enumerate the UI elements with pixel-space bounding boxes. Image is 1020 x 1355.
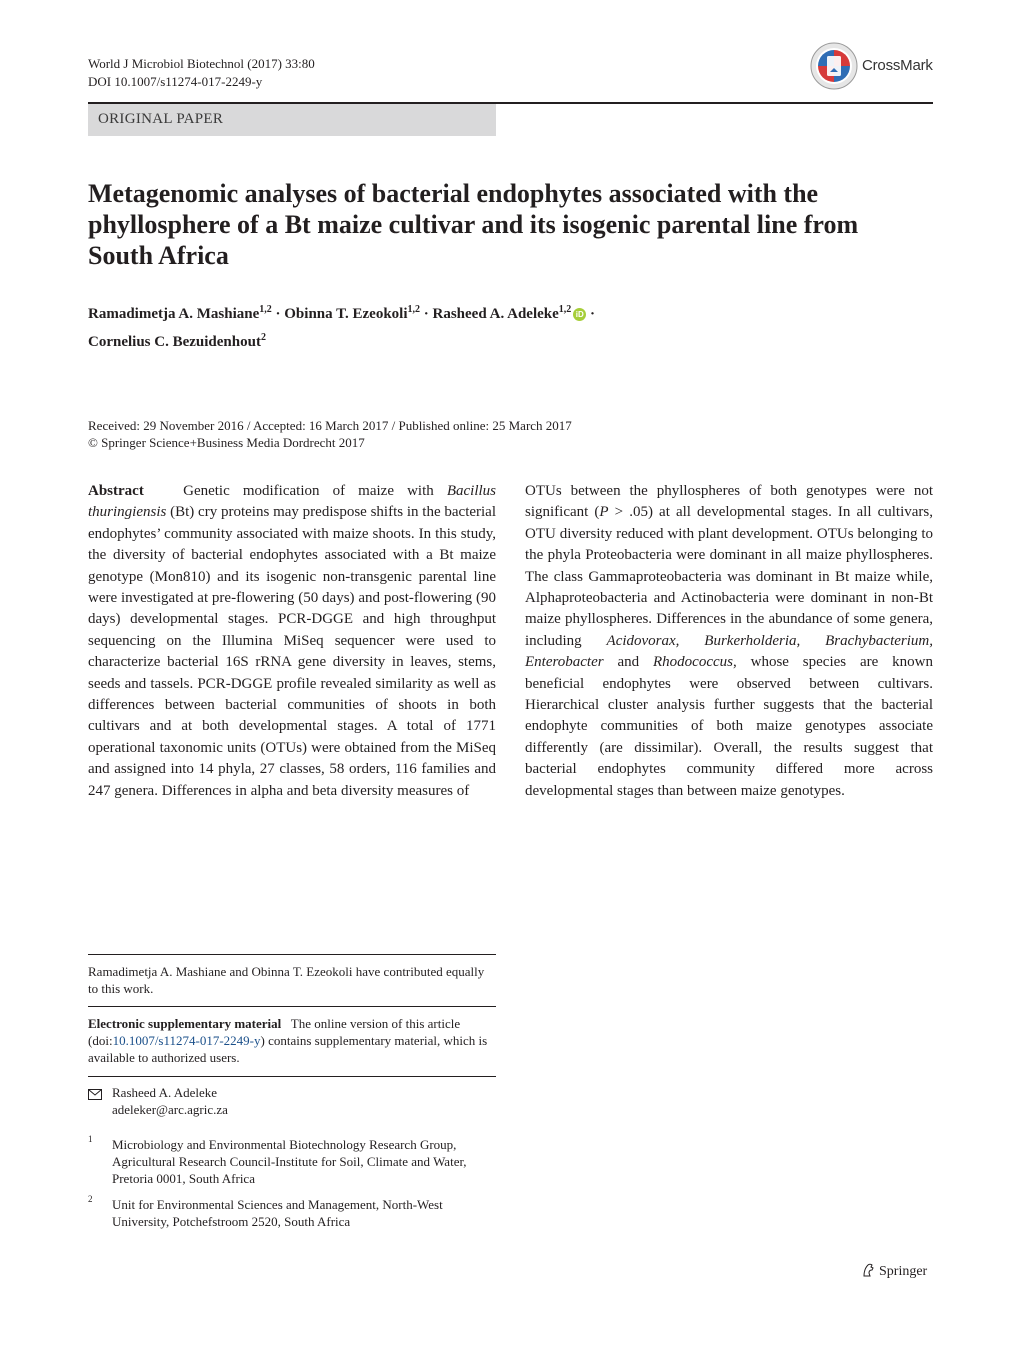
- author-name[interactable]: Ramadimetja A. Mashiane: [88, 306, 260, 322]
- affiliation-number: 2: [88, 1194, 93, 1204]
- affiliation-text: Microbiology and Environmental Biotechnology Research Group, Agricultural Research Council-Institute for Soil, Climate and Water, Pretoria 0001, South Africa: [112, 1137, 467, 1186]
- springer-horse-icon: [860, 1262, 876, 1278]
- journal-line: World J Microbiol Biotechnol (2017) 33:80: [88, 56, 315, 71]
- author-affiliation-marker: 1,2: [407, 304, 420, 315]
- corresponding-author: [112, 1084, 496, 1118]
- publisher-logo: [860, 1262, 927, 1280]
- publication-dates: [88, 417, 933, 451]
- supplementary-note: [88, 1015, 496, 1066]
- esm-text: ) contains supplementary material, which is available to authorized users.: [88, 1033, 488, 1065]
- species-name: Bacillus thuringiensis: [88, 483, 497, 521]
- esm-label: Electronic supplementary material: [88, 1016, 282, 1031]
- publisher-name: Springer: [879, 1264, 928, 1279]
- abstract-text: and: [617, 654, 640, 671]
- p-value-symbol: P: [599, 504, 609, 521]
- corresponding-name: Rasheed A. Adeleke: [112, 1085, 218, 1100]
- author-affiliation-marker: 2: [260, 332, 266, 343]
- footnote-rule: [88, 954, 496, 955]
- corresponding-email[interactable]: adeleker@arc.agric.za: [112, 1102, 228, 1117]
- crossmark-label: CrossMark: [862, 57, 933, 74]
- abstract-text: > .05) at all developmental stages. In all cultivars, OTU diversity reduced with plant development. OTUs belonging to the phyla Proteobacteria were dominant in all maize phyllospheres. The class Gammaproteobacteria was dominant in Bt maize while, Alphaproteobacteria and Actinobacteria were dominant in non-Bt maize phyllospheres. Differences in the abundance of some genera, including: [525, 504, 933, 649]
- paper-type: ORIGINAL PAPER: [98, 111, 224, 127]
- affiliation-number: 1: [88, 1134, 93, 1144]
- author-affiliation-marker: 1,2: [558, 304, 572, 315]
- genus-name: Rhodococcus: [653, 654, 733, 671]
- copyright-line: © Springer Science+Business Media Dordrecht 2017: [88, 435, 365, 450]
- abstract-text: Genetic modification of maize with: [183, 483, 434, 499]
- orcid-icon[interactable]: iD: [573, 308, 586, 321]
- envelope-icon: [88, 1087, 102, 1105]
- paper-type-banner: [88, 104, 496, 136]
- author-list: Ramadimetja A. Mashiane$^{1,2}$ · Obinna T. Ezeokoli$^{1,2}$ · Rasheed A. Adeleke$^{1,2}$ iD · Cornelius C. Bezuidenhout$^2$: [88, 304, 596, 350]
- abstract-heading: Abstract: [88, 483, 144, 499]
- history-line: Received: 29 November 2016 / Accepted: 16 March 2017 / Published online: 25 March 2017: [88, 418, 572, 433]
- paper-title: Metagenomic analyses of bacterial endophytes associated with the phyllosphere of a Bt maize cultivar and its isogenic parental line from South Africa: [88, 179, 859, 270]
- esm-text: The online version of this article (doi:: [88, 1016, 461, 1048]
- affiliation-text: Unit for Environmental Sciences and Management, North-West University, Potchefstroom 2520, South Africa: [112, 1197, 443, 1229]
- footnote-rule: [88, 1076, 496, 1077]
- abstract-text: (Bt) cry proteins may predispose shifts in the bacterial endophytes’ community associated with maize shoots. In this study, the diversity of bacterial endophytes associated with a Bt maize genotype (Mon810) and its isogenic non-transgenic parental line were investigated at pre-flowering (50 days) and post-flowering (90 days) developmental stages. PCR-DGGE and high throughput sequencing on the Illumina MiSeq sequencer were used to characterize bacterial 16S rRNA gene diversity in leaves, stems, seeds and tassels. PCR-DGGE profile revealed similarity as well as differences between bacterial communities of shoots in both cultivars and at both developmental stages. A total of 1771 operational taxonomic units (OTUs) were obtained from the MiSeq and assigned into 14 phyla, 27 classes, 58 orders, 116 families and 247 genera. Differences in alpha and beta diversity measures of: [88, 504, 497, 799]
- doi-line: DOI 10.1007/s11274-017-2249-y: [88, 74, 263, 89]
- author-affiliation-marker: 1,2: [259, 304, 272, 315]
- author-name[interactable]: Cornelius C. Bezuidenhout: [88, 334, 261, 350]
- abstract-text: OTUs between the phyllospheres of both genotypes were not significant (: [525, 483, 933, 521]
- footnote-rule: [88, 1006, 496, 1007]
- abstract-left-column: [88, 481, 496, 802]
- abstract-text: , whose species are known beneficial endophytes were observed between cultivars. Hierarchical cluster analysis further suggests that the bacterial endophyte communities of both maize genotypes associate differently (are dissimilar). Overall, the results suggest that bacterial endophytes community differed more across developmental stages than between maize genotypes.: [525, 654, 934, 799]
- abstract-right-column: [525, 481, 933, 802]
- crossmark-badge[interactable]: [810, 42, 934, 90]
- journal-citation: [88, 55, 315, 91]
- crossmark-icon: [810, 42, 858, 90]
- genera-names: Acidovorax, Burkerholderia, Brachybacterium, Enterobacter: [525, 632, 933, 671]
- equal-contribution-note: Ramadimetja A. Mashiane and Obinna T. Ezeokoli have contributed equally to this work.: [88, 964, 485, 996]
- doi-link[interactable]: 10.1007/s11274-017-2249-y: [112, 1033, 261, 1048]
- author-name[interactable]: Rasheed A. Adeleke: [432, 306, 559, 322]
- author-name[interactable]: Obinna T. Ezeokoli: [284, 306, 408, 322]
